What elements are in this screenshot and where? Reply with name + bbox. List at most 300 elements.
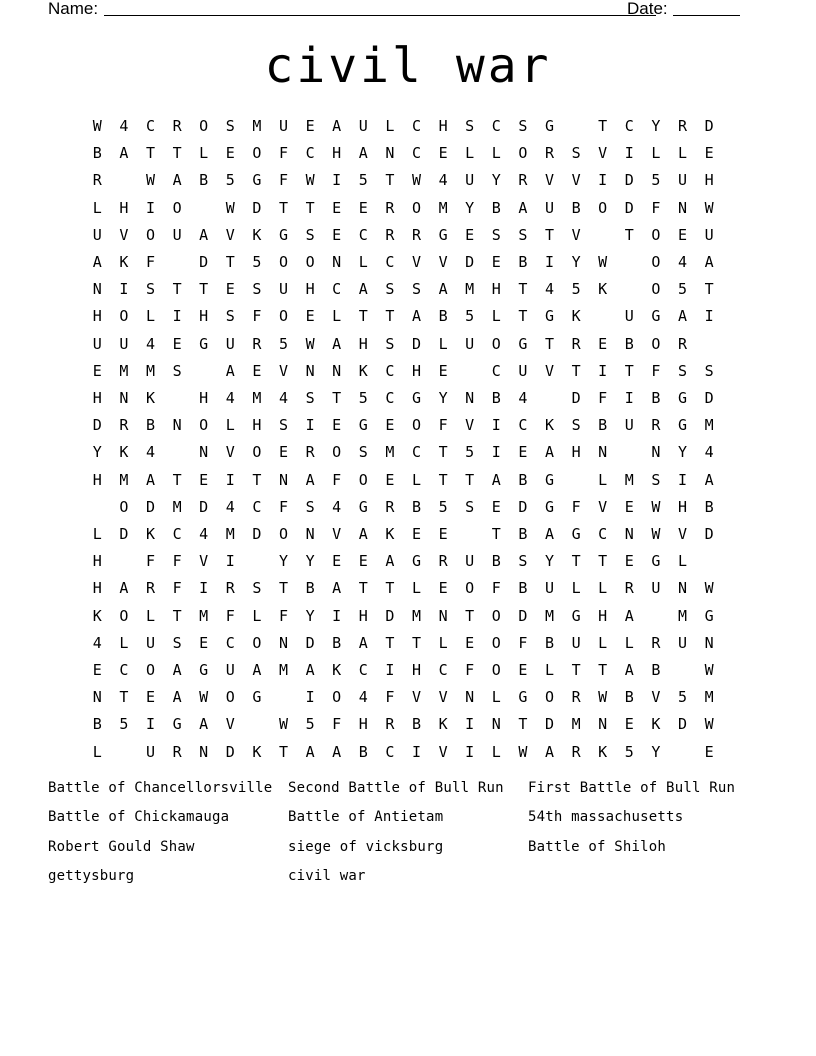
grid-cell: T	[225, 253, 235, 271]
grid-cell: K	[119, 443, 129, 462]
grid-cell: A	[544, 742, 554, 761]
grid-row	[84, 276, 722, 303]
grid-cell: S	[252, 280, 262, 299]
grid-cell: U	[145, 633, 155, 652]
grid-cell	[270, 684, 297, 711]
grid-cell: R	[544, 144, 554, 163]
grid-cell: T	[438, 470, 448, 489]
grid-cell: E	[438, 525, 448, 543]
grid-cell: U	[571, 633, 581, 652]
grid-cell: L	[544, 661, 554, 679]
grid-cell: T	[571, 661, 581, 679]
grid-cell: 5	[119, 715, 129, 734]
grid-cell: 4	[278, 389, 288, 407]
grid-cell: K	[438, 715, 448, 734]
grid-cell: T	[624, 225, 634, 244]
grid-cell: 5	[252, 253, 262, 271]
grid-cell: T	[465, 470, 475, 489]
grid-cell: O	[145, 225, 155, 244]
grid-cell: E	[624, 552, 634, 571]
grid-cell: G	[677, 416, 687, 435]
grid-cell: K	[92, 606, 102, 625]
grid-cell: O	[491, 334, 501, 353]
grid-cell: C	[624, 117, 634, 135]
grid-cell	[669, 739, 696, 766]
word-list-item: Battle of Chickamauga	[48, 809, 230, 826]
grid-cell: M	[172, 497, 182, 516]
grid-cell: B	[518, 579, 528, 598]
grid-cell: R	[411, 225, 421, 244]
grid-cell: F	[145, 253, 155, 271]
grid-cell: O	[491, 633, 501, 652]
grid-cell: 4	[358, 688, 368, 707]
grid-cell: C	[172, 525, 182, 543]
grid-cell: Y	[278, 552, 288, 571]
grid-cell: Y	[305, 606, 315, 625]
grid-cell: L	[677, 144, 687, 163]
grid-cell: F	[491, 579, 501, 598]
grid-cell: C	[598, 525, 608, 543]
grid-cell: 5	[677, 280, 687, 299]
grid-cell: D	[199, 497, 209, 516]
grid-cell: T	[278, 742, 288, 761]
grid-cell: E	[199, 633, 209, 652]
grid-cell: V	[438, 688, 448, 707]
grid-cell: B	[598, 416, 608, 435]
grid-cell: T	[385, 307, 395, 326]
grid-cell: G	[172, 715, 182, 734]
grid-cell	[563, 113, 590, 140]
grid-cell	[244, 711, 271, 738]
grid-cell: F	[438, 416, 448, 435]
grid-cell: H	[92, 579, 102, 598]
grid-cell: R	[651, 416, 661, 435]
grid-cell: 5	[465, 307, 475, 326]
grid-cell: F	[465, 661, 475, 679]
grid-cell: G	[252, 171, 262, 190]
grid-cell	[84, 494, 111, 521]
grid-cell: L	[465, 144, 475, 163]
grid-cell: T	[704, 280, 714, 299]
grid-cell	[589, 303, 616, 330]
grid-cell: F	[651, 361, 661, 380]
grid-cell: H	[704, 171, 714, 190]
grid-cell: I	[491, 416, 501, 435]
grid-cell: D	[624, 198, 634, 217]
grid-cell: N	[438, 606, 448, 625]
grid-cell: D	[252, 525, 262, 543]
grid-cell: V	[225, 225, 235, 244]
grid-cell: B	[571, 198, 581, 217]
grid-cell: G	[518, 688, 528, 707]
grid-cell: A	[119, 144, 129, 163]
grid-cell: V	[598, 144, 608, 163]
grid-cell: W	[278, 715, 288, 734]
grid-cell	[164, 249, 191, 276]
grid-cell: C	[438, 661, 448, 679]
grid-row	[84, 684, 722, 711]
grid-cell: U	[92, 225, 102, 244]
grid-cell: K	[332, 661, 342, 679]
grid-cell: C	[225, 633, 235, 652]
grid-cell: U	[465, 334, 475, 353]
grid-cell	[190, 195, 217, 222]
grid-cell: F	[252, 307, 262, 326]
grid-cell: A	[358, 144, 368, 163]
grid-cell: A	[332, 117, 342, 135]
grid-cell: H	[571, 443, 581, 462]
grid-cell: F	[145, 552, 155, 571]
grid-cell: W	[305, 171, 315, 190]
grid-cell: E	[598, 334, 608, 353]
grid-cell: E	[332, 198, 342, 217]
grid-cell: N	[119, 389, 129, 407]
grid-cell: T	[465, 606, 475, 625]
grid-cell: H	[305, 280, 315, 299]
grid-cell: T	[544, 225, 554, 244]
grid-cell: M	[411, 606, 421, 625]
grid-cell: E	[225, 144, 235, 163]
grid-cell: O	[278, 525, 288, 543]
grid-cell: N	[305, 525, 315, 543]
grid-cell: O	[358, 470, 368, 489]
grid-cell: I	[598, 361, 608, 380]
grid-cell: N	[651, 443, 661, 462]
grid-cell: A	[172, 171, 182, 190]
grid-cell: 4	[92, 633, 102, 652]
grid-cell: Y	[677, 443, 687, 462]
grid-cell: V	[571, 171, 581, 190]
date-label: Date:	[627, 0, 668, 18]
grid-cell: D	[119, 525, 129, 543]
grid-cell: G	[544, 117, 554, 135]
grid-cell: S	[252, 579, 262, 598]
grid-cell: C	[385, 389, 395, 407]
grid-cell: N	[92, 688, 102, 707]
grid-cell: R	[571, 688, 581, 707]
grid-cell: R	[385, 198, 395, 217]
grid-cell: O	[172, 198, 182, 217]
grid-cell: E	[385, 416, 395, 435]
grid-cell: A	[544, 525, 554, 543]
grid-cell: D	[92, 416, 102, 435]
grid-cell: V	[332, 525, 342, 543]
grid-cell: M	[119, 361, 129, 380]
grid-cell: I	[225, 470, 235, 489]
grid-cell: Y	[651, 117, 661, 135]
grid-cell: H	[199, 307, 209, 326]
grid-row	[84, 222, 722, 249]
grid-cell: M	[252, 117, 262, 135]
grid-cell: V	[465, 416, 475, 435]
grid-cell: N	[385, 144, 395, 163]
grid-cell: K	[252, 742, 262, 761]
grid-cell: R	[677, 334, 687, 353]
grid-cell: H	[491, 280, 501, 299]
grid-row	[84, 249, 722, 276]
grid-cell: S	[571, 144, 581, 163]
grid-cell: V	[571, 225, 581, 244]
grid-cell: T	[358, 307, 368, 326]
grid-cell: H	[92, 552, 102, 571]
grid-cell: R	[119, 416, 129, 435]
grid-cell: T	[305, 198, 315, 217]
grid-cell: C	[491, 361, 501, 380]
grid-cell: 5	[305, 715, 315, 734]
grid-row	[84, 630, 722, 657]
grid-cell: O	[305, 253, 315, 271]
grid-cell: R	[172, 742, 182, 761]
grid-cell	[616, 249, 643, 276]
grid-cell: E	[491, 253, 501, 271]
grid-cell: H	[677, 497, 687, 516]
grid-row	[84, 575, 722, 602]
grid-cell: S	[571, 416, 581, 435]
grid-cell: N	[332, 253, 342, 271]
grid-cell: L	[491, 144, 501, 163]
grid-cell: Y	[651, 742, 661, 761]
grid-cell: W	[651, 497, 661, 516]
grid-cell: E	[465, 225, 475, 244]
grid-cell: 5	[677, 688, 687, 707]
grid-cell: G	[651, 307, 661, 326]
grid-cell: G	[544, 470, 554, 489]
grid-cell: T	[411, 633, 421, 652]
grid-cell: V	[651, 688, 661, 707]
grid-cell: N	[278, 633, 288, 652]
grid-row	[84, 603, 722, 630]
grid-cell: W	[305, 334, 315, 353]
grid-cell: U	[677, 633, 687, 652]
grid-cell: S	[465, 497, 475, 516]
grid-cell: W	[704, 715, 714, 734]
grid-cell: T	[172, 144, 182, 163]
grid-cell: O	[544, 688, 554, 707]
grid-cell: E	[225, 280, 235, 299]
grid-cell: 5	[651, 171, 661, 190]
grid-cell: U	[225, 334, 235, 353]
grid-cell: E	[278, 443, 288, 462]
grid-cell	[190, 358, 217, 385]
grid-cell: R	[92, 171, 102, 190]
grid-cell: A	[252, 661, 262, 679]
grid-cell	[111, 548, 138, 575]
grid-cell: G	[677, 389, 687, 407]
grid-cell: 4	[119, 117, 129, 135]
grid-cell: U	[145, 742, 155, 761]
word-list-item: gettysburg	[48, 867, 135, 884]
grid-cell: K	[651, 715, 661, 734]
grid-cell: D	[465, 253, 475, 271]
grid-cell: O	[252, 633, 262, 652]
grid-cell: U	[624, 416, 634, 435]
grid-cell: C	[332, 280, 342, 299]
grid-cell: C	[119, 661, 129, 679]
grid-cell: D	[305, 633, 315, 652]
grid-cell: A	[704, 470, 714, 489]
grid-cell: W	[651, 525, 661, 543]
grid-cell: R	[252, 334, 262, 353]
grid-cell: H	[252, 416, 262, 435]
grid-cell: A	[518, 198, 528, 217]
grid-cell: L	[491, 742, 501, 761]
grid-cell: R	[385, 715, 395, 734]
grid-cell: S	[518, 225, 528, 244]
grid-cell: I	[332, 171, 342, 190]
grid-cell: S	[305, 225, 315, 244]
grid-cell: S	[145, 280, 155, 299]
grid-row	[84, 140, 722, 167]
word-list-item: Robert Gould Shaw	[48, 838, 195, 855]
grid-cell: S	[704, 361, 714, 380]
grid-cell: L	[411, 470, 421, 489]
grid-row	[84, 467, 722, 494]
grid-cell: E	[332, 552, 342, 571]
grid-cell: F	[278, 497, 288, 516]
grid-cell: F	[225, 606, 235, 625]
grid-cell: A	[172, 661, 182, 679]
grid-cell: 4	[145, 443, 155, 462]
grid-cell: D	[199, 253, 209, 271]
grid-cell: I	[332, 606, 342, 625]
grid-row	[84, 494, 722, 521]
grid-cell: N	[92, 280, 102, 299]
grid-cell: T	[145, 144, 155, 163]
grid-cell: S	[225, 307, 235, 326]
grid-cell: O	[199, 117, 209, 135]
grid-cell: Y	[92, 443, 102, 462]
word-list-item: Battle of Chancellorsville	[48, 780, 273, 796]
grid-cell: S	[465, 117, 475, 135]
grid-cell: G	[411, 552, 421, 571]
grid-cell: B	[624, 688, 634, 707]
grid-cell: L	[385, 117, 395, 135]
grid-cell	[111, 739, 138, 766]
grid-cell: W	[518, 742, 528, 761]
grid-cell: I	[624, 144, 634, 163]
grid-cell: N	[199, 443, 209, 462]
grid-cell: D	[225, 742, 235, 761]
grid-cell: N	[465, 389, 475, 407]
grid-cell: C	[518, 416, 528, 435]
grid-cell: A	[332, 334, 342, 353]
grid-cell: I	[598, 171, 608, 190]
grid-cell: O	[225, 688, 235, 707]
grid-cell: E	[332, 416, 342, 435]
grid-cell: I	[544, 253, 554, 271]
grid-cell: N	[305, 361, 315, 380]
grid-cell: L	[92, 198, 102, 217]
grid-cell: U	[704, 225, 714, 244]
grid-cell: M	[624, 470, 634, 489]
grid-cell: F	[385, 688, 395, 707]
grid-cell: B	[332, 633, 342, 652]
grid-cell: F	[278, 606, 288, 625]
grid-cell: A	[385, 552, 395, 571]
grid-cell: D	[411, 334, 421, 353]
grid-cell: U	[544, 198, 554, 217]
grid-cell: F	[172, 552, 182, 571]
grid-cell: M	[571, 715, 581, 734]
grid-cell: O	[252, 443, 262, 462]
grid-cell: E	[199, 470, 209, 489]
grid-cell: B	[491, 552, 501, 571]
grid-cell: G	[358, 497, 368, 516]
grid-cell: A	[544, 443, 554, 462]
grid-cell: B	[491, 389, 501, 407]
grid-cell: E	[145, 688, 155, 707]
grid-cell: D	[518, 606, 528, 625]
grid-cell: L	[677, 552, 687, 571]
grid-cell: E	[624, 497, 634, 516]
grid-cell: E	[518, 661, 528, 679]
grid-cell: T	[571, 552, 581, 571]
grid-cell: C	[491, 117, 501, 135]
grid-cell: U	[119, 334, 129, 353]
grid-cell	[696, 548, 723, 575]
grid-row	[84, 521, 722, 548]
grid-cell: A	[225, 361, 235, 380]
grid-row	[84, 331, 722, 358]
grid-cell: N	[624, 525, 634, 543]
grid-cell: S	[385, 334, 395, 353]
grid-cell: W	[225, 198, 235, 217]
grid-cell: S	[518, 117, 528, 135]
grid-cell: B	[411, 497, 421, 516]
grid-cell: A	[305, 470, 315, 489]
grid-cell	[563, 467, 590, 494]
grid-cell	[616, 439, 643, 466]
grid-cell: L	[145, 307, 155, 326]
grid-cell: F	[518, 633, 528, 652]
grid-cell: B	[358, 742, 368, 761]
grid-cell: W	[598, 253, 608, 271]
grid-cell: D	[544, 715, 554, 734]
grid-cell: G	[518, 334, 528, 353]
grid-cell: F	[172, 579, 182, 598]
grid-row	[84, 657, 722, 684]
grid-cell: I	[491, 443, 501, 462]
grid-cell: E	[465, 633, 475, 652]
grid-cell: M	[199, 606, 209, 625]
grid-cell: G	[358, 416, 368, 435]
grid-cell: F	[651, 198, 661, 217]
grid-cell: I	[411, 742, 421, 761]
grid-cell: U	[358, 117, 368, 135]
grid-cell: S	[385, 280, 395, 299]
grid-cell: T	[571, 361, 581, 380]
grid-cell: O	[145, 661, 155, 679]
word-list-item: Second Battle of Bull Run	[288, 780, 504, 796]
grid-cell: I	[624, 389, 634, 407]
grid-cell: K	[598, 280, 608, 299]
grid-row	[84, 358, 722, 385]
grid-cell: S	[411, 280, 421, 299]
grid-cell: G	[438, 225, 448, 244]
grid-cell: 4	[677, 253, 687, 271]
grid-cell: F	[598, 389, 608, 407]
grid-cell: U	[92, 334, 102, 353]
grid-cell: V	[119, 225, 129, 244]
grid-cell: S	[491, 225, 501, 244]
grid-cell: V	[438, 742, 448, 761]
grid-cell: R	[225, 579, 235, 598]
grid-cell: H	[92, 389, 102, 407]
grid-cell: O	[278, 253, 288, 271]
grid-cell: O	[411, 416, 421, 435]
grid-cell: F	[332, 715, 342, 734]
word-list-item: siege of vicksburg	[288, 838, 444, 855]
